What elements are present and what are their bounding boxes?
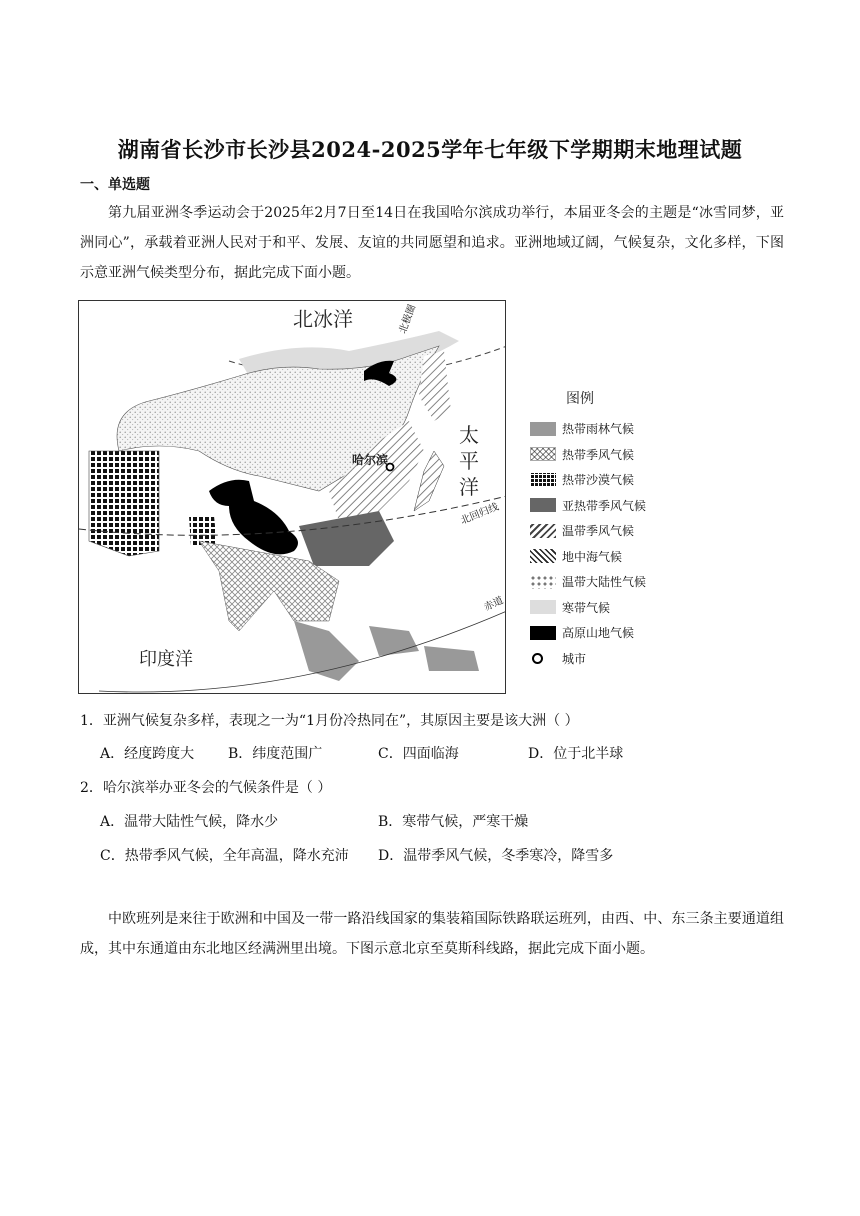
highland-swatch bbox=[530, 626, 556, 640]
map-legend bbox=[530, 388, 646, 671]
legend-item bbox=[530, 467, 646, 493]
question-1-option-a[interactable]: A．经度跨度大 bbox=[100, 746, 195, 762]
asia-climate-map bbox=[78, 300, 506, 694]
label-arctic-ocean: 北冰洋 bbox=[293, 307, 353, 331]
legend-label: 城市 bbox=[562, 651, 587, 666]
label-equator: 赤道 bbox=[482, 595, 506, 614]
question-2-option-d[interactable]: D．温带季风气候，冬季寒冷，降雪多 bbox=[378, 848, 614, 864]
label-harbin: 哈尔滨 bbox=[352, 453, 389, 467]
label-pacific-3: 洋 bbox=[459, 475, 479, 499]
legend-label: 温带季风气候 bbox=[562, 524, 635, 539]
label-arctic-circle: 北极圈 bbox=[397, 303, 419, 336]
label-tropic-of-cancer: 北回归线 bbox=[459, 501, 501, 527]
mediterranean-swatch bbox=[530, 549, 556, 563]
legend-item bbox=[530, 416, 646, 442]
legend-item bbox=[530, 442, 646, 468]
legend-title: 图例 bbox=[566, 391, 594, 407]
polar-swatch bbox=[530, 600, 556, 614]
question-2-option-a[interactable]: A．温带大陆性气候，降水少 bbox=[100, 814, 279, 830]
legend-label: 热带雨林气候 bbox=[562, 422, 635, 437]
subtropical-monsoon-swatch bbox=[530, 498, 556, 512]
legend-label: 热带沙漠气候 bbox=[562, 473, 635, 488]
legend-item bbox=[530, 595, 646, 621]
legend-label: 热带季风气候 bbox=[562, 447, 635, 462]
passage-2: 中欧班列是来往于欧洲和中国及一带一路沿线国家的集装箱国际铁路联运班列，由西、中、东三条主要通道组成，其中东通道由东北地区经满洲里出境。下图示意北京至莫斯科线路，据此完成下面小题。 bbox=[80, 911, 784, 957]
passage-1: 第九届亚洲冬季运动会于2025年2月7日至14日在我国哈尔滨成功举行，本届亚冬会的主题是“冰雪同梦，亚洲同心”，承载着亚洲人民对于和平、发展、友谊的共同愿望和追求。亚洲地域辽阔，气候复杂，文化多样，下图示意亚洲气候类型分布，据此完成下面小题。 bbox=[80, 205, 784, 281]
temperate-continental-swatch bbox=[530, 575, 556, 589]
legend-item bbox=[530, 493, 646, 519]
tropical-rainforest-swatch bbox=[530, 422, 556, 436]
legend-label: 亚热带季风气候 bbox=[562, 498, 647, 513]
city-swatch bbox=[530, 651, 556, 665]
legend-label: 地中海气候 bbox=[562, 549, 623, 564]
temperate-monsoon-swatch bbox=[530, 524, 556, 538]
section-heading: 一、单选题 bbox=[80, 177, 150, 193]
legend-item bbox=[530, 620, 646, 646]
page-title: 湖南省长沙市长沙县2024-2025学年七年级下学期期末地理试题 bbox=[117, 137, 743, 162]
tropical-desert-swatch bbox=[530, 473, 556, 487]
legend-item bbox=[530, 569, 646, 595]
question-2-option-c[interactable]: C．热带季风气候，全年高温，降水充沛 bbox=[100, 848, 349, 864]
legend-label: 高原山地气候 bbox=[562, 626, 635, 641]
label-pacific-2: 平 bbox=[459, 449, 479, 473]
legend-item bbox=[530, 518, 646, 544]
question-2-stem: 2．哈尔滨举办亚冬会的气候条件是（ ） bbox=[80, 780, 332, 796]
question-2-option-b[interactable]: B．寒带气候，严寒干燥 bbox=[378, 814, 529, 830]
tropical-monsoon-swatch bbox=[530, 447, 556, 461]
label-indian-ocean: 印度洋 bbox=[139, 649, 193, 670]
question-1-option-d[interactable]: D．位于北半球 bbox=[528, 746, 624, 762]
map-svg bbox=[79, 301, 506, 694]
question-1-stem: 1．亚洲气候复杂多样，表现之一为“1月份冷热同在”，其原因主要是该大洲（ ） bbox=[80, 713, 579, 729]
question-1-option-b[interactable]: B．纬度范围广 bbox=[228, 746, 323, 762]
legend-label: 温带大陆性气候 bbox=[562, 575, 647, 590]
legend-item bbox=[530, 544, 646, 570]
label-pacific-1: 太 bbox=[459, 423, 479, 447]
legend-item bbox=[530, 646, 646, 672]
legend-label: 寒带气候 bbox=[562, 600, 611, 615]
question-1-option-c[interactable]: C．四面临海 bbox=[378, 746, 459, 762]
